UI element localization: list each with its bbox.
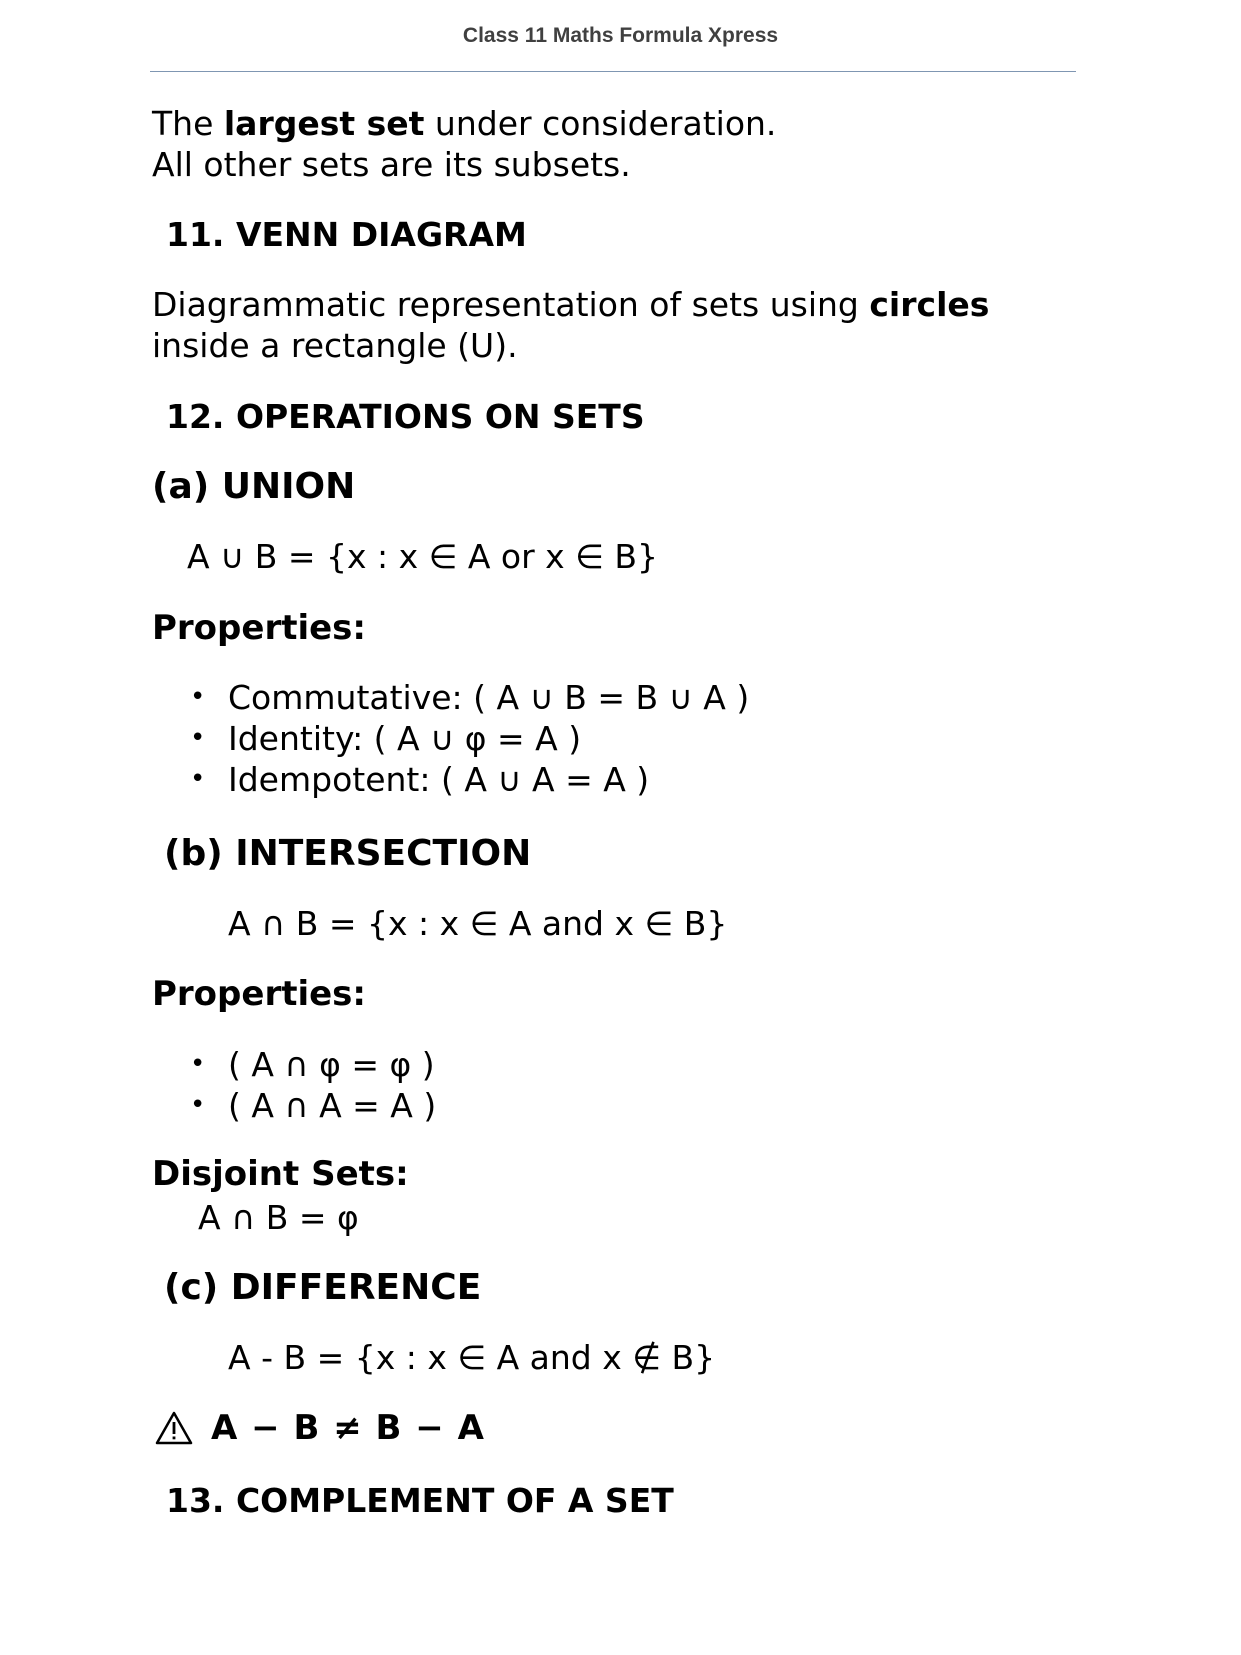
union-properties-list [190, 677, 750, 800]
difference-formula: A - B = {x : x ∈ A and x ∉ B} [228, 1338, 716, 1377]
emphasis-circles: circles [869, 285, 990, 324]
bullet-icon: • [190, 1049, 206, 1079]
venn-line-1 [152, 284, 989, 325]
intersection-properties-list [190, 1044, 437, 1126]
universal-set-line-1 [152, 103, 776, 144]
warning-text: A − B ≠ B − A [211, 1408, 485, 1448]
venn-line-2: inside a rectangle (U). [152, 326, 518, 365]
bullet-icon: • [190, 723, 206, 753]
bullet-icon: • [190, 682, 206, 712]
universal-set-line-2: All other sets are its subsets. [152, 145, 631, 184]
section-heading-complement: 13. COMPLEMENT OF A SET [166, 1481, 674, 1520]
universal-set-definition [152, 103, 776, 185]
property-text: Idempotent: ( A ∪ A = A ) [228, 760, 650, 799]
intersection-properties-label: Properties: [152, 974, 367, 1014]
list-item [190, 677, 750, 718]
section-heading-operations: 12. OPERATIONS ON SETS [166, 397, 645, 436]
list-item [190, 1044, 436, 1085]
property-text: Commutative: ( A ∪ B = B ∪ A ) [228, 678, 750, 717]
disjoint-sets-label: Disjoint Sets: [152, 1154, 409, 1194]
union-formula: A ∪ B = {x : x ∈ A or x ∈ B} [187, 537, 659, 576]
venn-diagram-definition [152, 284, 989, 366]
list-item [190, 759, 749, 800]
emphasis-largest-set: largest set [223, 104, 425, 143]
subheading-intersection: (b) INTERSECTION [164, 833, 532, 874]
disjoint-sets-formula: A ∩ B = φ [198, 1198, 359, 1237]
list-item [190, 718, 749, 759]
running-header: Class 11 Maths Formula Xpress [462, 24, 779, 47]
section-heading-venn-diagram: 11. VENN DIAGRAM [166, 215, 527, 254]
text-segment: under consideration. [424, 104, 777, 143]
header-divider [150, 71, 1076, 72]
property-text: Identity: ( A ∪ φ = A ) [228, 719, 582, 758]
warning-triangle-icon [155, 1411, 193, 1445]
list-item [190, 1085, 437, 1126]
subheading-difference: (c) DIFFERENCE [164, 1267, 482, 1308]
bullet-icon: • [190, 764, 206, 794]
difference-warning [155, 1408, 485, 1448]
union-properties-label: Properties: [152, 608, 367, 648]
bullet-icon: • [190, 1090, 206, 1120]
text-segment: The [152, 104, 224, 143]
property-text: ( A ∩ A = A ) [228, 1086, 437, 1125]
text-segment: Diagrammatic representation of sets using [152, 285, 870, 324]
subheading-union: (a) UNION [152, 466, 356, 507]
property-text: ( A ∩ φ = φ ) [228, 1045, 435, 1084]
intersection-formula: A ∩ B = {x : x ∈ A and x ∈ B} [228, 904, 728, 943]
